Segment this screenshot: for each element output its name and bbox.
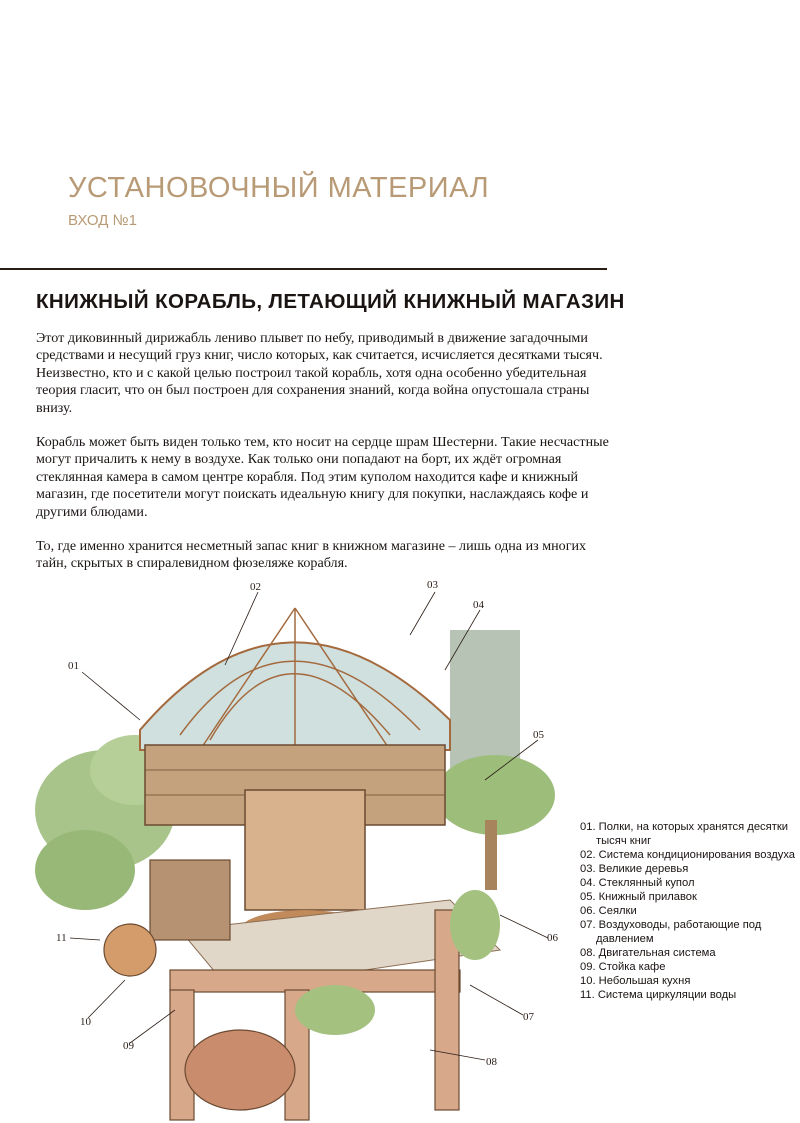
callout-08: 08 bbox=[486, 1056, 497, 1068]
section-title: УСТАНОВОЧНЫЙ МАТЕРИАЛ bbox=[68, 172, 490, 204]
callout-01: 01 bbox=[68, 660, 79, 672]
callout-10: 10 bbox=[80, 1016, 91, 1028]
callout-09: 09 bbox=[123, 1040, 134, 1052]
section-subtitle: ВХОД №1 bbox=[68, 212, 137, 229]
planter-plants bbox=[295, 985, 375, 1035]
water-tank bbox=[104, 924, 156, 976]
legend-item: 02. Система кондиционирования воздуха bbox=[580, 849, 796, 861]
callout-04: 04 bbox=[473, 599, 484, 611]
bookship-illustration bbox=[30, 570, 570, 1123]
callout-11: 11 bbox=[56, 932, 67, 944]
illustration-legend bbox=[580, 820, 795, 1002]
callout-05: 05 bbox=[533, 729, 544, 741]
legend-item: 10. Небольшая кухня bbox=[580, 975, 691, 987]
callout-07: 07 bbox=[523, 1011, 534, 1023]
legend-item: 11. Система циркуляции воды bbox=[580, 989, 737, 1001]
callout-02: 02 bbox=[250, 581, 261, 593]
article-body bbox=[36, 330, 616, 590]
legend-item: 03. Великие деревья bbox=[580, 863, 689, 875]
glass-dome bbox=[140, 608, 450, 750]
paragraph: То, где именно хранится несметный запас книг в книжном магазине – лишь одна из многих тайн, скрытых в спиралевидном фюзеляже корабля. bbox=[36, 538, 587, 572]
legend-item: 08. Двигательная система bbox=[580, 947, 716, 959]
engine-column bbox=[245, 790, 365, 910]
legend-item: 05. Книжный прилавок bbox=[580, 891, 697, 903]
planter-plants bbox=[450, 890, 500, 960]
paragraph: Этот диковинный дирижабль лениво плывет по небу, приводимый в движение загадочными средствами и несущий груз книг, число которых, как считается, исчисляется десятками тысяч. Неизвестно, кто и с какой целью построил такой корабль, хотя одна особенно убедительная теория гласит, что он был построен для сохранения знаний, когда война опустошала страны внизу. bbox=[36, 330, 603, 416]
palm-tree bbox=[435, 755, 555, 890]
engine-system bbox=[185, 1030, 295, 1110]
background-shelves bbox=[450, 630, 520, 770]
callout-03: 03 bbox=[427, 579, 438, 591]
legend-item: 04. Стеклянный купол bbox=[580, 877, 695, 889]
paragraph: Корабль может быть виден только тем, кто носит на сердце шрам Шестерни. Такие несчастные могут причалить к нему в воздухе. Как только они попадают на борт, их ждёт огромная стеклянная камера в самом центре корабля. Под этим куполом находится кафе и книжный магазин, где посетители могут поискать идеальную книгу для покупки, наслаждаясь кофе и другими блюдами. bbox=[36, 434, 609, 520]
article-title: КНИЖНЫЙ КОРАБЛЬ, ЛЕТАЮЩИЙ КНИЖНЫЙ МАГАЗИН bbox=[36, 290, 625, 313]
legend-item: 07. Воздуховоды, работающие под давлением bbox=[580, 919, 762, 945]
divider-rule bbox=[0, 268, 607, 270]
kitchen bbox=[150, 860, 230, 940]
legend-item: 01. Полки, на которых хранятся десятки тысяч книг bbox=[580, 821, 788, 847]
legend-item: 09. Стойка кафе bbox=[580, 961, 666, 973]
callout-06: 06 bbox=[547, 932, 558, 944]
legend-item: 06. Сеялки bbox=[580, 905, 637, 917]
